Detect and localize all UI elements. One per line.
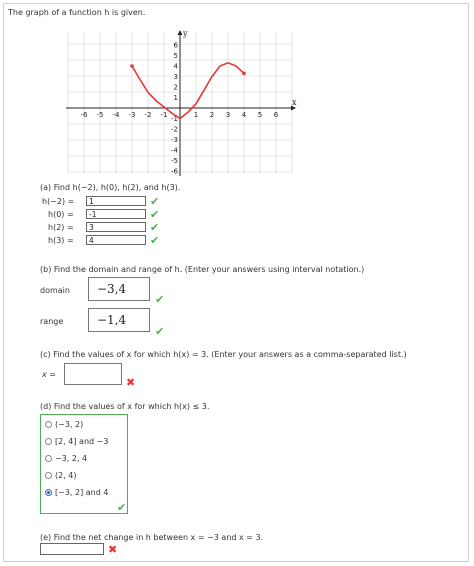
option-label: (−3, 2): [55, 420, 84, 429]
range-label: range: [40, 317, 64, 326]
curve-endpoint-right: [242, 72, 246, 76]
option-1[interactable]: [45, 420, 83, 429]
y-tick-label: -3: [171, 136, 178, 144]
y-tick-label: 5: [173, 52, 178, 60]
range-input[interactable]: −1,4: [88, 308, 150, 332]
curve-endpoint-left: [130, 64, 134, 68]
x-tick-label: 3: [225, 111, 231, 119]
y-tick-label: 3: [173, 73, 178, 81]
check-icon: ✔: [150, 234, 160, 247]
part-c-input[interactable]: [64, 363, 122, 385]
part-c-question: (c) Find the values of x for which h(x) = 3. (Enter your answers as a comma-separated list.): [40, 350, 407, 359]
option-label: (2, 4): [55, 471, 77, 480]
y-tick-label: 4: [173, 62, 178, 71]
part-a-label-h0: h(0) =: [48, 210, 74, 219]
radio-button[interactable]: [45, 455, 52, 462]
y-tick-label: 2: [173, 83, 178, 92]
part-b-question: (b) Find the domain and range of h. (Enter your answers using interval notation.): [40, 265, 365, 274]
check-icon: ✔: [150, 195, 160, 208]
option-label: [−3, 2] and 4: [55, 488, 109, 497]
part-a-label-h2: h(2) =: [48, 223, 74, 232]
y-tick-label: -2: [171, 125, 178, 134]
x-tick-label: -4: [112, 111, 120, 119]
x-tick-label: 1: [193, 111, 199, 119]
option-4[interactable]: [45, 471, 77, 480]
domain-label: domain: [40, 286, 70, 295]
y-tick-label: 1: [173, 94, 178, 102]
x-tick-label: 5: [257, 111, 263, 119]
part-e-question: (e) Find the net change in h between x = −3 and x = 3.: [40, 533, 264, 542]
option-3[interactable]: [45, 454, 87, 463]
y-tick-label: -6: [171, 167, 178, 176]
x-tick-label: -2: [144, 111, 152, 119]
h0-input[interactable]: -1: [86, 209, 146, 219]
x-tick-label: -6: [80, 111, 88, 119]
function-graph: [60, 28, 300, 178]
y-tick-label: -1: [171, 115, 178, 123]
radio-button[interactable]: [45, 421, 52, 428]
check-icon: ✔: [155, 293, 165, 306]
axis-arrowheads: [178, 30, 297, 111]
x-tick-label: 6: [273, 111, 279, 119]
h-neg2-input[interactable]: 1: [86, 196, 146, 206]
x-tick-label: 4: [241, 111, 247, 119]
x-axis-label: x: [292, 98, 297, 107]
graph-axes: [66, 30, 296, 176]
check-icon: ✔: [155, 325, 165, 338]
option-5[interactable]: [45, 488, 108, 497]
question-intro: The graph of a function h is given.: [8, 8, 146, 17]
x-tick-label: -1: [160, 111, 168, 119]
part-a-question: (a) Find h(−2), h(0), h(2), and h(3).: [40, 183, 181, 192]
check-icon: ✔: [150, 208, 160, 221]
part-a-label-hm2: h(−2) =: [42, 197, 75, 206]
part-d-question: (d) Find the values of x for which h(x) ≤ 3.: [40, 402, 210, 411]
check-icon: ✔: [150, 221, 160, 234]
radio-button[interactable]: [45, 438, 52, 445]
check-icon: ✔: [117, 501, 127, 514]
domain-input[interactable]: −3,4: [88, 277, 150, 301]
radio-button[interactable]: [45, 472, 52, 479]
x-tick-label: 2: [209, 111, 215, 119]
option-2[interactable]: [45, 437, 108, 446]
option-label: −3, 2, 4: [55, 454, 88, 463]
x-tick-label: -3: [128, 111, 136, 119]
y-axis-label: y: [183, 29, 188, 38]
h3-input[interactable]: 4: [86, 235, 146, 245]
h2-input[interactable]: 3: [86, 222, 146, 232]
option-label: [2, 4] and −3: [55, 437, 109, 446]
cross-icon: ✖: [126, 376, 136, 389]
y-tick-label: -5: [171, 157, 178, 165]
x-tick-label: -5: [96, 111, 104, 119]
radio-button-selected[interactable]: [45, 489, 52, 496]
part-c-x-label: x =: [42, 370, 56, 379]
y-tick-label: -4: [171, 146, 178, 155]
part-d-options: [40, 414, 128, 514]
net-change-input[interactable]: [40, 543, 104, 555]
cross-icon: ✖: [108, 543, 118, 556]
part-a-label-h3: h(3) =: [48, 236, 74, 245]
y-tick-label: 6: [173, 41, 178, 50]
